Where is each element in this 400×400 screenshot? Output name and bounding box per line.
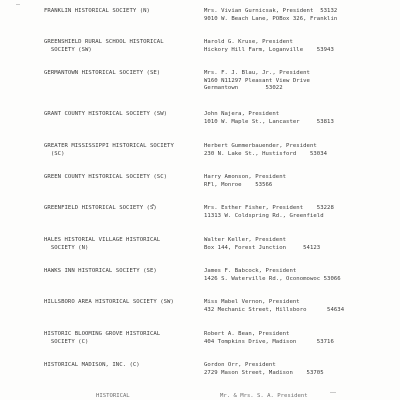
society-name <box>44 174 167 182</box>
society-name-line: HALES HISTORIAL VILLAGE HISTORICAL <box>44 237 161 243</box>
contact-president: Mrs. Vivian Gurnicsak, President 53132 <box>204 8 338 14</box>
contact-president: Harry Amonson, President <box>204 174 287 180</box>
society-name-line: HISTORIC BLOOMING GROVE HISTORICAL <box>44 331 161 337</box>
cut-off-society: HISTORICAL <box>96 393 130 399</box>
contact-info <box>204 205 334 220</box>
contact-address-line: 9010 W. Beach Lane, POBox 326, Franklin <box>204 15 338 22</box>
society-name <box>44 111 167 119</box>
society-name-line: SOCIETY (C) <box>44 338 89 345</box>
society-name <box>44 362 140 370</box>
contact-info <box>204 70 310 93</box>
contact-info <box>204 237 320 252</box>
contact-president: Harold G. Kruse, President <box>204 39 293 45</box>
society-name-line: SOCIETY (SW) <box>44 46 92 53</box>
contact-info <box>204 39 334 54</box>
contact-info <box>204 362 324 377</box>
contact-address-line: Germantown 53022 <box>204 85 283 91</box>
contact-address-line: W160 N11297 Pleasant View Drive <box>204 77 310 84</box>
society-name-line: FRANKLIN HISTORICAL SOCIETY (N) <box>44 8 150 14</box>
society-name <box>44 299 174 307</box>
cut-off-contact: Mr. & Mrs. S. A. President <box>220 393 308 399</box>
society-name-line: GREATER MISSISSIPPI HISTORICAL SOCIETY <box>44 143 174 149</box>
society-name <box>44 8 150 16</box>
society-name-line: HILLSBORO AREA HISTORICAL SOCIETY (SW) <box>44 299 174 305</box>
contact-info <box>204 143 327 158</box>
society-name <box>44 205 157 213</box>
society-name <box>44 143 174 158</box>
society-name-line: GREEN COUNTY HISTORICAL SOCIETY (SC) <box>44 174 168 180</box>
society-name-line: GRANT COUNTY HISTORICAL SOCIETY (SW) <box>44 111 168 117</box>
contact-president: Mrs. Esther Fisher, President 53228 <box>204 205 334 211</box>
society-name-line: GREENSHIELD RURAL SCHOOL HISTORICAL <box>44 39 164 45</box>
contact-info <box>204 268 341 283</box>
society-name <box>44 237 160 252</box>
contact-address-line: 230 N. Lake St., Hustisford 53034 <box>204 150 328 157</box>
society-name-line: SOCIETY (N) <box>44 244 89 251</box>
contact-info <box>204 299 344 314</box>
contact-president: Mrs. F. J. Blau, Jr., President <box>204 70 310 76</box>
contact-address-line: 404 Tompkins Drive, Madison 53716 <box>204 338 334 345</box>
society-name <box>44 268 157 276</box>
contact-president: Walter Keller, President <box>204 237 287 243</box>
cut-off-entry <box>0 393 400 400</box>
contact-address-line: 1010 W. Maple St., Lancaster 53813 <box>204 118 334 125</box>
contact-president: Robert A. Bean, President <box>204 331 290 337</box>
contact-president: Miss Mabel Vernon, President <box>204 299 300 305</box>
society-name-line: HISTORICAL MADISON, INC. (C) <box>44 362 140 368</box>
contact-info <box>204 174 286 189</box>
contact-address-line: 11313 W. Coldspring Rd., Greenfield <box>204 212 324 219</box>
contact-president: Herbert Gummerbauender, President <box>204 143 317 149</box>
society-name <box>44 331 160 346</box>
society-name-line: HAWKS INN HISTORICAL SOCIETY (SE) <box>44 268 157 274</box>
contact-president: John Najera, President <box>204 111 280 117</box>
scan-mark-bottom <box>330 392 336 393</box>
contact-info <box>204 111 334 126</box>
society-name <box>44 39 164 54</box>
contact-president: Gordon Orr, President <box>204 362 276 368</box>
contact-address-line: 1426 S. Waterville Rd., Oconomowoc 53066 <box>204 275 341 282</box>
society-name-line: (SC) <box>44 150 65 157</box>
contact-address-line: Box 144, Forest Junction 54123 <box>204 244 321 251</box>
scan-speck <box>152 204 154 206</box>
contact-info <box>204 331 334 346</box>
contact-info <box>204 8 337 23</box>
contact-president: James F. Babcock, President <box>204 268 297 274</box>
contact-address-line: 2729 Mason Street, Madison 53705 <box>204 369 324 376</box>
scan-mark-top <box>16 4 20 5</box>
society-name <box>44 70 160 78</box>
contact-address-line: RFl, Monroe 53566 <box>204 181 273 188</box>
contact-address-line: 432 Mechanic Street, Hillsboro 54634 <box>204 306 345 313</box>
contact-address-line: Hickory Hill Farm, Loganville 53943 <box>204 46 334 53</box>
society-name-line: GREENFIELD HISTORICAL SOCIETY (S) <box>44 205 157 211</box>
society-name-line: GERMANTOWN HISTORICAL SOCIETY (SE) <box>44 70 161 76</box>
